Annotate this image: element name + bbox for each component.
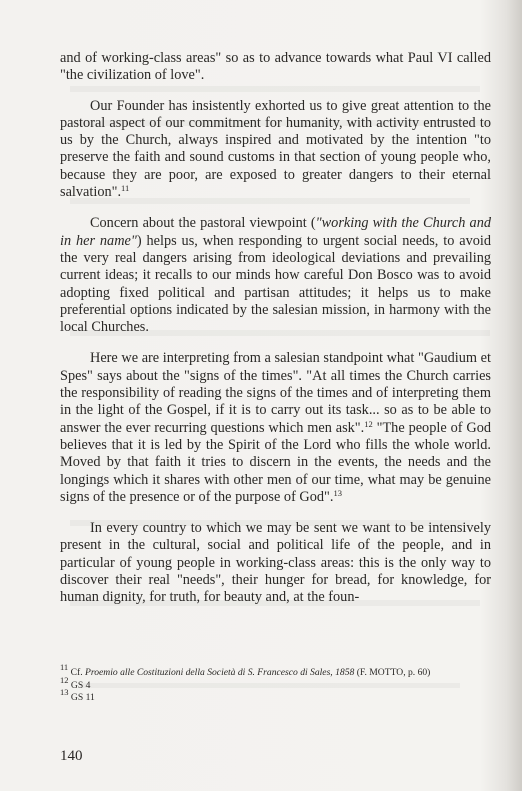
page-number: 140 [60, 748, 83, 764]
paragraph-pastoral-viewpoint: Concern about the pastoral viewpoint ("working with the Church and in her name") helps us, when responding to urgent social needs, to avoid the very real dangers arising from ideological deviations and prevailing current ideas; it recalls to our minds how careful Don Bosco was to avoid adopting fixed political and partisan attitudes; it helps us to make preferential options indicated by the salesian mission, in harmony with the local Churches. [60, 215, 491, 336]
body-text [60, 50, 491, 621]
italic-quote: "working with the Church and in her name" [60, 215, 491, 249]
paragraph-continuation: and of working-class areas" so as to advance towards what Paul VI called "the civilization of love". [60, 50, 491, 84]
paragraph-founder: Our Founder has insistently exhorted us to give great attention to the pastoral aspect of our commitment for humanity, with activity entrusted to us by the Church, always inspired and motivated by the intention "to preserve the faith and sound customs in that section of young people who, because they are poor, are exposed to greater dangers to their eternal salvation".$^{11}$ [60, 97, 491, 201]
footnote-12: $^{12}$ GS 4 [60, 674, 91, 691]
footnote-11: $^{11}$ Cf. Proemio alle Costituzioni della Società di S. Francesco di Sales, 1858 (F. MOTTO, p. 60) [60, 662, 431, 678]
paragraph-presence: In every country to which we may be sent we want to be intensively present in the cultural, social and political life of the people, and in particular of young people in working-class areas: this is the only way to discover their real "needs", their hunger for bread, for knowledge, for human dignity, for truth, for beauty and, at the foun- [60, 520, 491, 606]
footnote-ref-12: 12 [364, 418, 373, 429]
footnotes [60, 662, 491, 705]
footnote-ref-13: 13 [333, 487, 342, 498]
footnote-ref-11: 11 [121, 183, 130, 194]
paragraph-signs-of-times: Here we are interpreting from a salesian standpoint what "Gaudium et Spes" says about the "signs of the times". "At all times the Church carries the responsibility of reading the signs of the times and of interpreting them in the light of the Gospel, if it is to carry out its task... so as to be able to answer the ever recurring questions which men ask".$^{12}$ "The people of God believes that it is led by the Spirit of the Lord who fills the whole world. Moved by that faith it tries to discern in the events, the needs and the longings which it shares with other men of our time, what may be genuine signs of the presence or of the purpose of God".$^{13}$ [60, 350, 491, 505]
footnote-13: $^{13}$ GS 11 [60, 687, 95, 704]
